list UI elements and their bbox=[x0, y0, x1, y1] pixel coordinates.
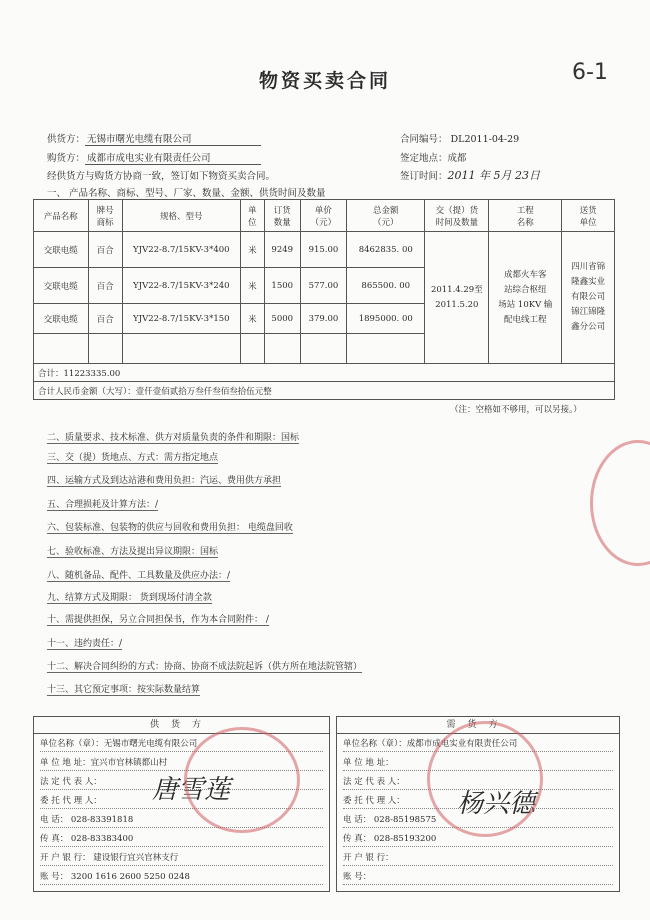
clause-4: 四、运输方式及到达站港和费用负担：汽运、费用供方承担 bbox=[47, 473, 281, 487]
buyer-row bbox=[47, 150, 261, 165]
buyer-signature: 杨兴德 bbox=[457, 789, 536, 819]
cell-spec: YJV22-8.7/15KV-3*150 bbox=[122, 304, 240, 334]
supplier-address: 单 位 地 址：宜兴市官林镇都山村 bbox=[40, 756, 323, 771]
clause-10: 十、需提供担保，另立合同担保书，作为本合同附件： / bbox=[47, 612, 269, 626]
supplier-label: 供货方： bbox=[47, 134, 86, 145]
cell-project-name: 成都火车客 站综合枢纽 场站 10KV 输 配电线工程 bbox=[489, 232, 562, 364]
cell-price: 577.00 bbox=[300, 268, 346, 304]
total-amount: 合计：11223335.00 bbox=[34, 364, 615, 382]
page-title: 物资买卖合同 bbox=[258, 70, 391, 92]
table-header-row bbox=[34, 200, 615, 232]
buyer-label: 购货方： bbox=[47, 153, 86, 164]
cell-delivery-unit: 四川省锦 隆鑫实业 有限公司 锦江锦隆 鑫分公司 bbox=[562, 232, 615, 364]
buyer-account: 账 号： bbox=[343, 870, 613, 885]
cell-spec: YJV22-8.7/15KV-3*240 bbox=[122, 268, 240, 304]
col-header: 单价 （元） bbox=[300, 200, 346, 232]
clause-6: 六、包装标准、包装物的供应与回收和费用负担： 电缆盘回收 bbox=[47, 520, 293, 534]
cell-product: 交联电缆 bbox=[34, 304, 89, 334]
table-row bbox=[34, 232, 615, 268]
buyer-agent: 委 托 代 理 人： bbox=[343, 794, 613, 809]
buyer-phone: 电 话： 028-85198575 bbox=[343, 813, 613, 828]
clause-12: 十二、解决合同纠纷的方式：协商、协商不成法院起诉（供方所在地法院管辖） bbox=[47, 659, 362, 673]
supplier-company-seal bbox=[184, 727, 300, 833]
clause-13: 十三、其它预定事项：按实际数量结算 bbox=[47, 682, 200, 696]
cell-amount: 8462835. 00 bbox=[347, 232, 425, 268]
col-header: 总金额 （元） bbox=[347, 200, 425, 232]
cell-price: 379.00 bbox=[300, 304, 346, 334]
col-header: 送货 单位 bbox=[562, 200, 615, 232]
cell-brand: 百合 bbox=[88, 232, 122, 268]
col-header: 产品名称 bbox=[34, 200, 89, 232]
clause-11: 十一、违约责任：/ bbox=[47, 636, 122, 650]
cell-unit: 米 bbox=[241, 304, 265, 334]
cell-amount: 1895000. 00 bbox=[347, 304, 425, 334]
clause-3: 三、交（提）货地点、方式：需方指定地点 bbox=[47, 450, 218, 464]
buyer-fax: 传 真： 028-85193200 bbox=[343, 832, 613, 847]
cell-delivery-time: 2011.4.29至 2011.5.20 bbox=[425, 232, 489, 364]
buyer-box-head: 需货方 bbox=[337, 717, 619, 734]
cell-brand: 百合 bbox=[88, 304, 122, 334]
col-header: 订货 数量 bbox=[264, 200, 300, 232]
sign-time bbox=[400, 167, 540, 183]
supplier-phone: 电 话： 028-83391818 bbox=[40, 813, 323, 828]
col-header: 牌号 商标 bbox=[88, 200, 122, 232]
col-header: 规格、型号 bbox=[122, 200, 240, 232]
supplier-box-head: 供货方 bbox=[34, 717, 329, 734]
table-note: （注：空格如不够用，可以另接。） bbox=[450, 405, 582, 415]
supplier-agent: 委 托 代 理 人： bbox=[40, 794, 323, 809]
contract-number: 合同编号： DL2011-04-29 bbox=[400, 134, 520, 145]
sign-place: 签定地点：成都 bbox=[400, 153, 467, 164]
buyer-bank: 开 户 银 行： bbox=[343, 851, 613, 866]
buyer-value: 成都市成电实业有限责任公司 bbox=[85, 150, 261, 165]
cell-spec: YJV22-8.7/15KV-3*400 bbox=[122, 232, 240, 268]
supplier-company: 单位名称（章）：无锡市曙光电缆有限公司 bbox=[40, 737, 323, 752]
table-rmb-row bbox=[34, 382, 615, 400]
buyer-address: 单 位 地 址： bbox=[343, 756, 613, 771]
buyer-company: 单位名称（章）：成都市成电实业有限责任公司 bbox=[343, 737, 613, 752]
cell-price: 915.00 bbox=[300, 232, 346, 268]
supplier-fax: 传 真： 028-83383400 bbox=[40, 832, 323, 847]
cell-unit: 米 bbox=[241, 268, 265, 304]
supplier-legal-rep: 法 定 代 表 人： bbox=[40, 775, 323, 790]
supplier-signature: 唐雪莲 bbox=[152, 775, 231, 805]
cell-qty: 9249 bbox=[264, 232, 300, 268]
supplier-bank: 开 户 银 行： 建设银行宜兴官林支行 bbox=[40, 851, 323, 866]
buyer-signature-box bbox=[336, 716, 620, 892]
col-header: 单 位 bbox=[241, 200, 265, 232]
cell-qty: 5000 bbox=[264, 304, 300, 334]
cell-unit: 米 bbox=[241, 232, 265, 268]
supplier-row bbox=[47, 131, 261, 146]
supplier-value: 无锡市曙光电缆有限公司 bbox=[85, 131, 261, 146]
buyer-company-seal bbox=[427, 721, 543, 837]
cell-brand: 百合 bbox=[88, 268, 122, 304]
cell-qty: 1500 bbox=[264, 268, 300, 304]
col-header: 交（提）货 时间及数量 bbox=[425, 200, 489, 232]
total-rmb-words: 合计人民币金额（大写）：壹仟壹佰贰拾万叁仟叁佰叁拾伍元整 bbox=[34, 382, 615, 400]
clause-2: 二、质量要求、技术标准、供方对质量负责的条件和期限：国标 bbox=[47, 430, 299, 444]
cell-amount: 865500. 00 bbox=[347, 268, 425, 304]
section-1-heading: 一、 产品名称、商标、型号、厂家、数量、金额、供货时间及数量 bbox=[47, 188, 326, 199]
sign-time-value: 2011 年 5月 23日 bbox=[447, 169, 540, 182]
cell-product: 交联电缆 bbox=[34, 232, 89, 268]
col-header: 工程 名称 bbox=[489, 200, 562, 232]
supplier-account: 账 号： 3200 1616 2600 5250 0248 bbox=[40, 870, 323, 885]
agreement-text: 经供货方与购货方协商一致，签订如下物资买卖合同。 bbox=[47, 171, 276, 182]
items-table bbox=[33, 199, 615, 400]
clause-7: 七、验收标准、方法及提出异议期限：国标 bbox=[47, 544, 218, 558]
buyer-legal-rep: 法 定 代 表 人： bbox=[343, 775, 613, 790]
clause-9: 九、结算方式及期限： 货到现场付清全款 bbox=[47, 590, 212, 604]
table-total-row bbox=[34, 364, 615, 382]
sign-time-label: 签订时间： bbox=[400, 171, 448, 182]
handwritten-page-number: 6-1 bbox=[572, 60, 608, 85]
cell-product: 交联电缆 bbox=[34, 268, 89, 304]
supplier-signature-box bbox=[33, 716, 330, 892]
red-seal-right-edge bbox=[590, 440, 650, 566]
clause-5: 五、合理损耗及计算方法：/ bbox=[47, 497, 158, 511]
clause-8: 八、随机备品、配件、工具数量及供应办法：/ bbox=[47, 568, 230, 582]
